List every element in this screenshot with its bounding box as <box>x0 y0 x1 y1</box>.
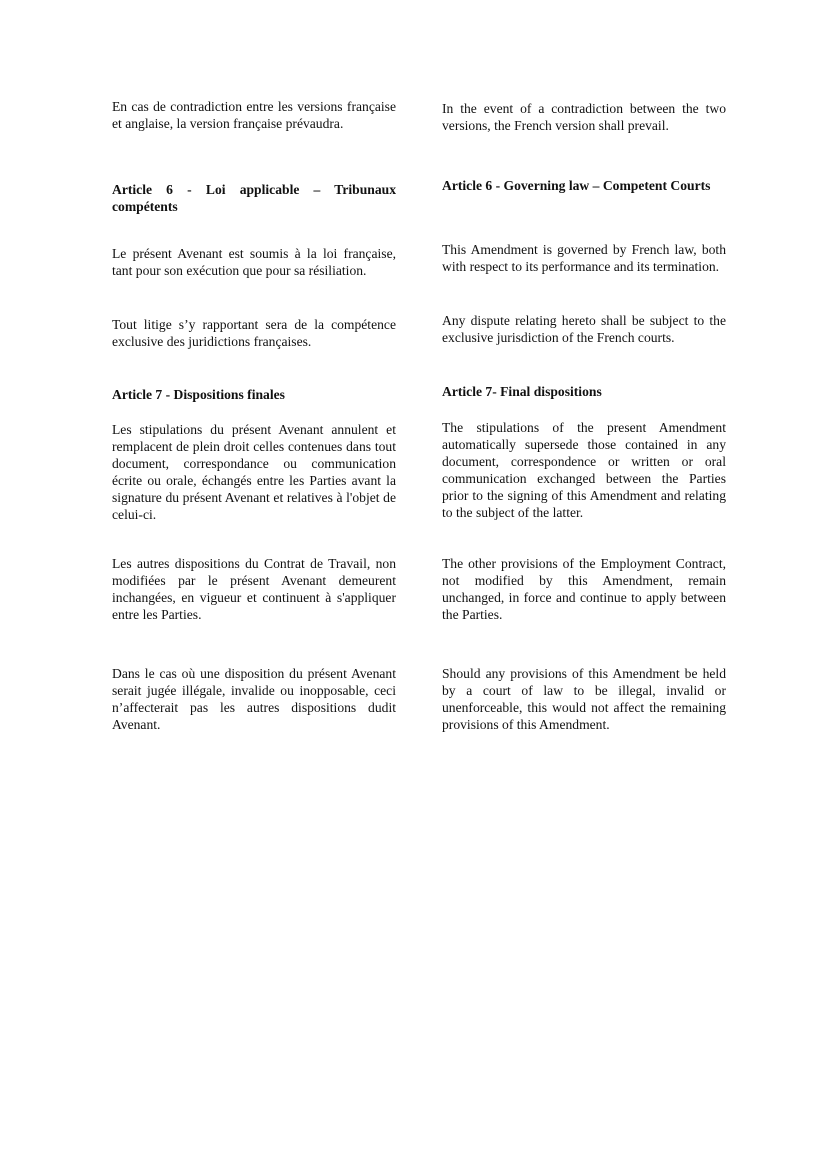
en-illegale-paragraph: Should any provisions of this Amendment be held by a court of law to be illegal, invalid or unenforceable, this would not affect the remaining provisions of this Amendment. <box>442 666 726 732</box>
en-litige-paragraph: Any dispute relating hereto shall be subject to the exclusive jurisdiction of the French courts. <box>442 313 726 345</box>
en-autres-paragraph: The other provisions of the Employment Contract, not modified by this Amendment, remain unchanged, in force and continue to apply between the Parties. <box>442 556 726 622</box>
fr-illegale-paragraph: Dans le cas où une disposition du présent Avenant serait jugée illégale, invalide ou inopposable, ceci n’affecterait pas les autres dispositions dudit Avenant. <box>112 666 396 732</box>
en-contradiction-paragraph: In the event of a contradiction between the two versions, the French version shall prevail. <box>442 101 726 133</box>
en-stipulations-paragraph: The stipulations of the present Amendment automatically supersede those contained in any document, correspondence or written or oral communication exchanged between the Parties prior to the signing of this Amendment and relating to the subject of the latter. <box>442 420 726 520</box>
fr-article7-heading: Article 7 - Dispositions finales <box>112 387 285 402</box>
fr-article6-heading: Article 6 - Loi applicable – Tribunaux compétents <box>112 182 396 214</box>
en-article7-heading: Article 7- Final dispositions <box>442 384 602 399</box>
fr-stipulations-paragraph: Les stipulations du présent Avenant annulent et remplacent de plein droit celles contenues dans tout document, correspondance ou communication écrite ou orale, échangés entre les Parties avant la signature du présent Avenant et relatives à l'objet de celui-ci. <box>112 422 396 522</box>
fr-contradiction-paragraph: En cas de contradiction entre les versions française et anglaise, la version française prévaudra. <box>112 99 396 131</box>
fr-autres-paragraph: Les autres dispositions du Contrat de Travail, non modifiées par le présent Avenant demeurent inchangées, en vigueur et continuent à s'appliquer entre les Parties. <box>112 556 396 622</box>
en-article6-heading: Article 6 - Governing law – Competent Courts <box>442 178 711 193</box>
fr-litige-paragraph: Tout litige s’y rapportant sera de la compétence exclusive des juridictions françaises. <box>112 317 396 349</box>
fr-loi-paragraph: Le présent Avenant est soumis à la loi française, tant pour son exécution que pour sa résiliation. <box>112 246 396 278</box>
en-loi-paragraph: This Amendment is governed by French law, both with respect to its performance and its termination. <box>442 242 726 274</box>
